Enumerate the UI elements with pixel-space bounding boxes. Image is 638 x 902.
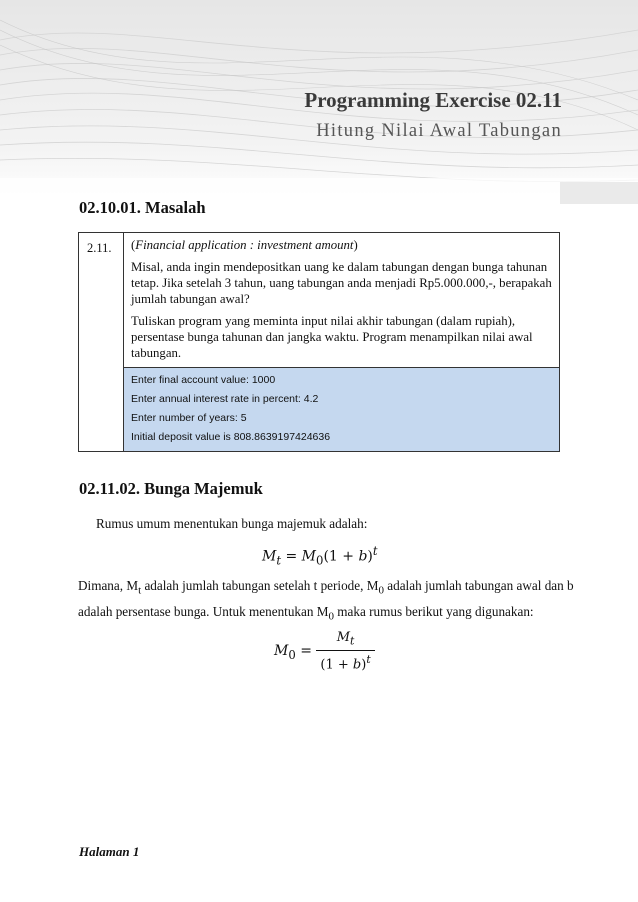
exercise-intro — [131, 237, 553, 253]
exercise-description-row — [79, 233, 560, 368]
fraction-numerator — [316, 630, 374, 650]
exercise-intro-title: Financial application : investment amount — [135, 238, 354, 252]
formula-paren: (1 + — [320, 656, 353, 672]
output-line: Enter annual interest rate in percent: 4.2 — [131, 393, 319, 405]
document-subtitle: Hitung Nilai Awal Tabungan — [316, 121, 562, 141]
formula-var: b — [352, 656, 362, 672]
formula-explanation-line-2: adalah persentase bunga. Untuk menentukan $M_0$ maka rumus berikut yang digunakan: — [78, 604, 534, 623]
document-title: Programming Exercise 02.11 — [304, 88, 562, 112]
formula-eq: = — [285, 548, 298, 565]
formula-var: M — [301, 548, 317, 565]
formula-paren: ) — [367, 548, 373, 565]
output-line: Initial deposit value is 808.8639197424636 — [131, 431, 331, 443]
intro-close-paren: ) — [353, 238, 358, 252]
compound-interest-formula — [262, 544, 378, 567]
section-heading-masalah: 02.10.01. Masalah — [79, 198, 206, 217]
formula-var: M — [274, 642, 289, 659]
formula-sub: t — [276, 553, 282, 568]
output-line: Enter final account value: 1000 — [131, 374, 276, 386]
exercise-paragraph-2: Tuliskan program yang meminta input nilai akhir tabungan (dalam rupiah), persentase bunga tahunan dan jangka waktu. Program menampilkan nilai awal tabungan. — [131, 314, 533, 360]
formula-exp: t — [366, 652, 371, 666]
exercise-number: 2.11. — [79, 233, 124, 452]
sample-output-row — [79, 368, 560, 452]
formula-var: b — [358, 548, 368, 565]
formula-var: M — [262, 548, 277, 565]
formula-paren: (1 + — [323, 548, 359, 565]
formula-eq: = — [300, 642, 312, 659]
formula-sub: 0 — [316, 553, 324, 568]
fraction-denominator — [316, 650, 374, 672]
initial-deposit-formula — [274, 630, 375, 672]
formula-explanation-line-1: Dimana, $M_t$ adalah jumlah tabungan setelah t periode, $M_0$ adalah jumlah tabungan awal dan b — [78, 578, 574, 597]
formula-var: M — [336, 630, 351, 645]
exercise-table — [78, 232, 560, 452]
footer-label: Halaman — [79, 844, 130, 859]
output-line: Enter number of years: 5 — [131, 412, 247, 424]
title-block — [304, 88, 562, 142]
formula-sub: t — [350, 634, 355, 648]
formula-fraction — [316, 630, 374, 672]
section-heading-bunga-majemuk: 02.11.02. Bunga Majemuk — [79, 479, 263, 498]
formula-sub: 0 — [288, 647, 296, 662]
sample-output — [124, 368, 560, 452]
exercise-description — [124, 233, 560, 368]
formula-exp: t — [372, 544, 378, 558]
page-footer — [79, 844, 139, 860]
page-number: 1 — [132, 844, 140, 859]
formula-paren: ) — [361, 656, 367, 672]
intro-open-paren: ( — [131, 238, 136, 252]
exercise-paragraph-1: Misal, anda ingin mendepositkan uang ke dalam tabungan dengan bunga tahunan tetap. Jika setelah 3 tahun, uang tabungan anda menjadi Rp5.000.000,-, berapakah jumlah tabungan awal? — [131, 260, 552, 306]
formula-intro-text: Rumus umum menentukan bunga majemuk adalah: — [96, 516, 368, 531]
